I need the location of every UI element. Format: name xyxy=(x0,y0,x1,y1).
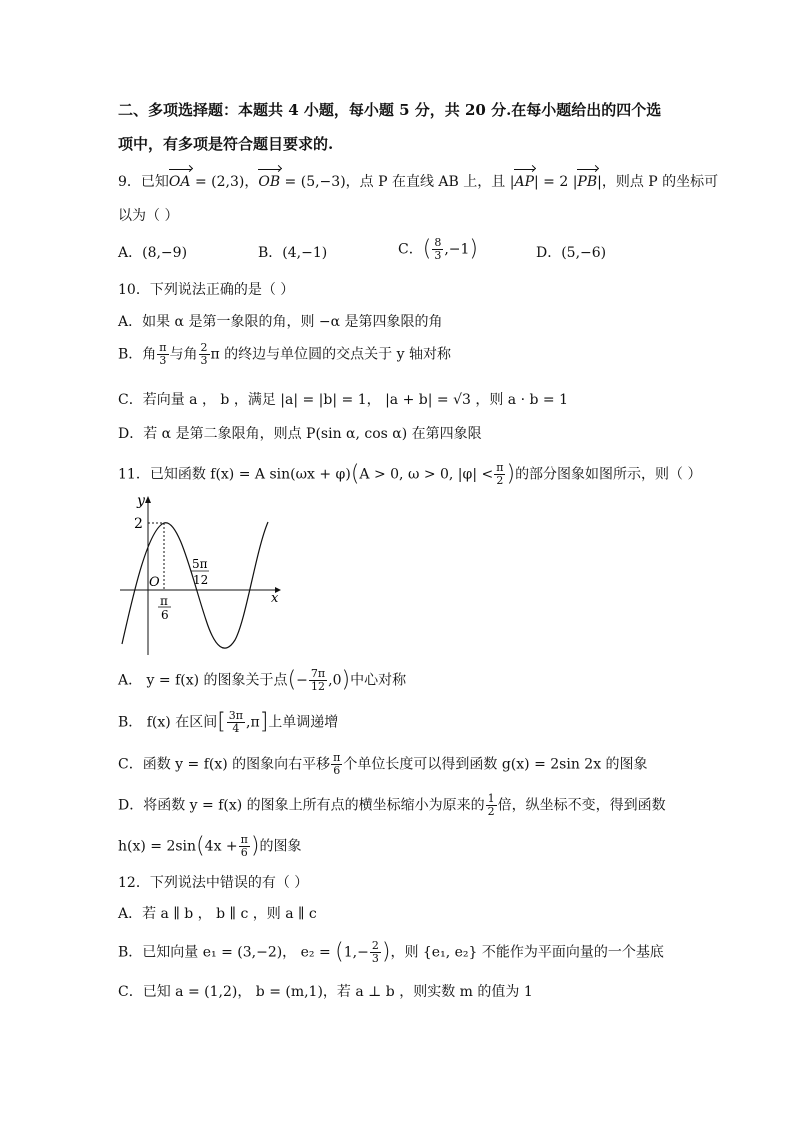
q10-option-b: B．角 $\frac{\pi}{3}$ 与角 $\frac{2}{3}$ π 的终边与单位圆的交点关于 y 轴对称 xyxy=(118,341,451,367)
q12-option-b: B．已知向量 e₁ = (3,−2)， e₂ = (1,− $\frac{2}{3}$ )，则 {e₁, e₂} 不能作为平面向量的一个基底 xyxy=(118,939,664,965)
origin-label: O xyxy=(149,575,160,590)
q10-option-d: D．若 α 是第二象限角，则点 P(sin α, cos α) 在第四象限 xyxy=(118,426,482,442)
max-value-label: 2 xyxy=(134,516,143,532)
q12-stem: 12．下列说法中错误的有（ ） xyxy=(118,875,309,891)
tick-5pi-12-den: 12 xyxy=(193,573,209,587)
section-heading-line1: 二、多项选择题：本题共 4 小题，每小题 5 分，共 20 分.在每小题给出的四个选 xyxy=(118,101,662,119)
tick-5pi-12-num: 5π xyxy=(192,557,208,571)
q10-option-a: A．如果 α 是第一象限的角，则 −α 是第四象限的角 xyxy=(118,314,443,330)
q9-option-b: B．(4,−1) xyxy=(258,245,328,261)
q9-option-d: D．(5,−6) xyxy=(536,245,607,261)
q9-option-c: C．( $\frac{8}{3}$ ,−1) xyxy=(398,236,478,262)
y-axis-label: y xyxy=(137,493,145,509)
tick-pi-6-den: 6 xyxy=(161,608,169,622)
y-axis-arrow xyxy=(145,496,151,503)
tick-pi-6-num: π xyxy=(160,594,168,608)
q11-option-d-line2: h(x) = 2sin(4x + $\frac{\pi}{6}$ )的图象 xyxy=(118,833,302,859)
q9-stem-line1: 9．已知OA = (2,3)，OB = (5,−3)，点 P 在直线 AB 上，且 |AP| = 2 |PB|，则点 P 的坐标可 xyxy=(118,174,719,190)
q11-option-d-line1: D．将函数 y = f(x) 的图象上所有点的横坐标缩小为原来的 $\frac{1}{2}$ 倍，纵坐标不变，得到函数 xyxy=(118,792,666,818)
section-heading-line2: 项中，有多项是符合题目要求的. xyxy=(118,135,334,153)
q12-option-c: C．已知 a = (1,2)， b = (m,1)，若 a ⊥ b ，则实数 m 的值为 1 xyxy=(118,984,533,1000)
q9-stem-line2: 以为（ ） xyxy=(118,208,179,224)
q11-option-c: C．函数 y = f(x) 的图象向右平移 $\frac{\pi}{6}$ 个单位长度可以得到函数 g(x) = 2sin 2x 的图象 xyxy=(118,751,648,777)
q10-stem: 10．下列说法正确的是（ ） xyxy=(118,282,295,298)
q11-option-b: B． f(x) 在区间[ $\frac{3\pi}{4}$ ,π]上单调递增 xyxy=(118,709,339,735)
q9-option-a: A．(8,−9) xyxy=(118,245,188,261)
q10-option-c: C．若向量 a ， b ，满足 |a| = |b| = 1， |a + b| = √3 ，则 a · b = 1 xyxy=(118,392,568,408)
x-axis-label: x xyxy=(271,591,279,606)
q11-option-a: A． y = f(x) 的图象关于点(− $\frac{7\pi}{12}$ ,0)中心对称 xyxy=(118,667,407,693)
q11-stem: 11．已知函数 f(x) = A sin(ωx + φ)(A > 0, ω > 0, |φ| < $\frac{\pi}{2}$ )的部分图象如图所示，则（ ） xyxy=(118,461,702,487)
q11-function-graph xyxy=(115,490,295,660)
q12-option-a: A．若 a ∥ b ， b ∥ c ，则 a ∥ c xyxy=(118,906,317,922)
